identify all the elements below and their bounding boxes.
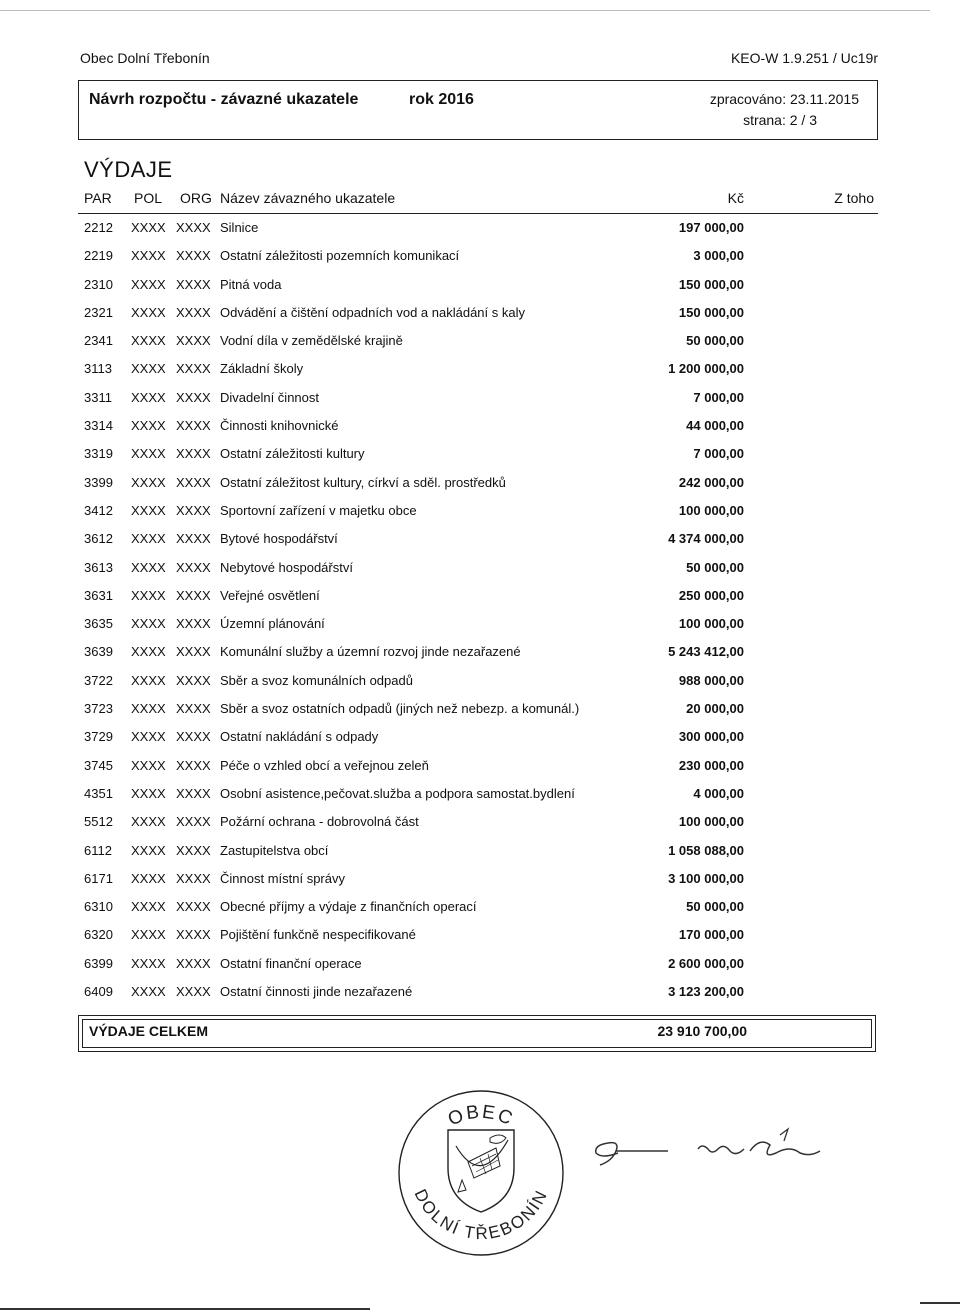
indicator-name: Nebytové hospodářství	[220, 559, 353, 575]
budget-table	[0, 213, 960, 1005]
pol-code: XXXX	[131, 502, 166, 518]
indicator-name: Pitná voda	[220, 276, 282, 292]
page-number: strana: 2 / 3	[743, 112, 817, 128]
pol-code: XXXX	[131, 333, 166, 349]
par-code: 2212	[84, 220, 113, 235]
org-code: XXXX	[176, 644, 211, 660]
pol-code: XXXX	[131, 418, 166, 434]
column-header-amount: Kč	[727, 190, 744, 206]
table-row	[0, 326, 960, 354]
par-code: 2310	[84, 276, 113, 292]
amount: 197 000,00	[678, 220, 744, 235]
pol-code: XXXX	[131, 899, 166, 915]
column-header-name: Název závazného ukazatele	[220, 190, 396, 206]
indicator-name: Veřejné osvětlení	[220, 587, 320, 603]
amount: 4 374 000,00	[668, 531, 744, 547]
indicator-name: Požární ochrana - dobrovolná část	[220, 814, 419, 830]
amount: 50 000,00	[686, 559, 744, 575]
column-header-par: PAR	[84, 190, 112, 206]
par-code: 2321	[84, 304, 113, 320]
amount: 3 000,00	[693, 248, 744, 264]
table-row	[0, 581, 960, 609]
pol-code: XXXX	[131, 389, 166, 405]
table-row	[0, 779, 960, 807]
indicator-name: Ostatní činnosti jinde nezařazené	[220, 984, 413, 1000]
org-code: XXXX	[176, 842, 211, 858]
org-code: XXXX	[176, 389, 211, 405]
column-header-z-toho: Z toho	[834, 190, 874, 206]
section-title: VÝDAJE	[84, 157, 173, 182]
table-row	[0, 722, 960, 750]
amount: 3 100 000,00	[668, 870, 744, 886]
total-amount: 23 910 700,00	[657, 1023, 747, 1039]
table-row	[0, 439, 960, 467]
amount: 7 000,00	[693, 389, 744, 405]
par-code: 2219	[84, 248, 113, 264]
par-code: 6112	[84, 842, 112, 858]
pol-code: XXXX	[131, 220, 166, 235]
indicator-name: Základní školy	[220, 361, 304, 377]
table-row	[0, 553, 960, 581]
total-label: VÝDAJE CELKEM	[89, 1023, 209, 1039]
par-code: 4351	[84, 785, 113, 801]
top-rule	[0, 10, 930, 11]
amount: 150 000,00	[678, 276, 744, 292]
table-row	[0, 807, 960, 835]
pol-code: XXXX	[131, 672, 166, 688]
total-box	[78, 1015, 876, 1052]
par-code: 3612	[84, 531, 113, 547]
amount: 988 000,00	[678, 672, 744, 688]
amount: 44 000,00	[686, 418, 744, 434]
table-row	[0, 383, 960, 411]
pol-code: XXXX	[131, 842, 166, 858]
signature	[590, 1115, 830, 1175]
indicator-name: Ostatní nakládání s odpady	[220, 729, 379, 745]
table-row	[0, 864, 960, 892]
indicator-name: Odvádění a čištění odpadních vod a nakládání s kaly	[220, 304, 525, 320]
org-code: XXXX	[176, 559, 211, 575]
org-code: XXXX	[176, 220, 211, 235]
table-row	[0, 524, 960, 552]
amount: 7 000,00	[693, 446, 744, 462]
par-code: 6320	[84, 927, 113, 943]
indicator-name: Ostatní záležitost kultury, církví a sděl. prostředků	[220, 474, 506, 490]
par-code: 3399	[84, 474, 113, 490]
pol-code: XXXX	[131, 304, 166, 320]
pol-code: XXXX	[131, 757, 166, 773]
indicator-name: Obecné příjmy a výdaje z finančních operací	[220, 899, 477, 915]
indicator-name: Sběr a svoz komunálních odpadů	[220, 672, 413, 688]
amount: 50 000,00	[686, 333, 744, 349]
amount: 1 058 088,00	[668, 842, 744, 858]
amount: 20 000,00	[686, 701, 744, 717]
table-row	[0, 354, 960, 382]
par-code: 3745	[84, 757, 113, 773]
table-row	[0, 468, 960, 496]
column-header-pol: POL	[134, 190, 163, 206]
amount: 150 000,00	[678, 304, 744, 320]
org-code: XXXX	[176, 672, 211, 688]
pol-code: XXXX	[131, 729, 166, 745]
table-row	[0, 977, 960, 1005]
indicator-name: Osobní asistence,pečovat.služba a podpora samostat.bydlení	[220, 785, 575, 801]
table-row	[0, 411, 960, 439]
indicator-name: Ostatní záležitosti kultury	[220, 446, 365, 462]
par-code: 5512	[84, 814, 113, 830]
table-row	[0, 241, 960, 269]
indicator-name: Činnosti knihovnické	[220, 418, 339, 434]
org-code: XXXX	[176, 899, 211, 915]
org-code: XXXX	[176, 361, 211, 377]
pol-code: XXXX	[131, 361, 166, 377]
pol-code: XXXX	[131, 248, 166, 264]
pol-code: XXXX	[131, 587, 166, 603]
org-code: XXXX	[176, 984, 211, 1000]
org-code: XXXX	[176, 616, 211, 632]
stamp-bottom-text: DOLNÍ TŘEBONÍN	[410, 1186, 552, 1244]
amount: 50 000,00	[686, 899, 744, 915]
org-code: XXXX	[176, 502, 211, 518]
par-code: 3412	[84, 502, 113, 518]
indicator-name: Sběr a svoz ostatních odpadů (jiných než nebezp. a komunál.)	[220, 701, 580, 717]
column-header-org: ORG	[180, 190, 212, 206]
budget-year: rok 2016	[409, 91, 474, 108]
org-code: XXXX	[176, 701, 211, 717]
amount: 100 000,00	[678, 814, 744, 830]
table-row	[0, 949, 960, 977]
org-code: XXXX	[176, 587, 211, 603]
org-code: XXXX	[176, 785, 211, 801]
document-title: Návrh rozpočtu - závazné ukazatele	[89, 91, 359, 108]
pol-code: XXXX	[131, 870, 166, 886]
org-code: XXXX	[176, 729, 211, 745]
pol-code: XXXX	[131, 616, 166, 632]
indicator-name: Pojištění funkčně nespecifikované	[220, 927, 416, 943]
pol-code: XXXX	[131, 785, 166, 801]
municipal-stamp	[396, 1088, 566, 1258]
bottom-scan-edge	[0, 1308, 370, 1310]
pol-code: XXXX	[131, 814, 166, 830]
pol-code: XXXX	[131, 446, 166, 462]
pol-code: XXXX	[131, 955, 166, 971]
amount: 4 000,00	[693, 785, 744, 801]
org-code: XXXX	[176, 927, 211, 943]
par-code: 3729	[84, 729, 113, 745]
par-code: 6409	[84, 984, 113, 1000]
org-code: XXXX	[176, 276, 211, 292]
table-row	[0, 751, 960, 779]
org-code: XXXX	[176, 955, 211, 971]
org-name: Obec Dolní Třebonín	[80, 50, 210, 66]
org-code: XXXX	[176, 814, 211, 830]
org-code: XXXX	[176, 418, 211, 434]
indicator-name: Územní plánování	[220, 616, 325, 632]
table-row	[0, 298, 960, 326]
processed-date: zpracováno: 23.11.2015	[709, 91, 859, 107]
pol-code: XXXX	[131, 531, 166, 547]
pol-code: XXXX	[131, 984, 166, 1000]
par-code: 3613	[84, 559, 113, 575]
pol-code: XXXX	[131, 276, 166, 292]
table-row	[0, 892, 960, 920]
par-code: 3113	[84, 361, 112, 377]
amount: 3 123 200,00	[668, 984, 744, 1000]
amount: 100 000,00	[678, 616, 744, 632]
org-code: XXXX	[176, 531, 211, 547]
org-code: XXXX	[176, 304, 211, 320]
stamp-top-text: OBEC	[444, 1101, 518, 1131]
amount: 300 000,00	[678, 729, 744, 745]
par-code: 2341	[84, 333, 113, 349]
par-code: 6310	[84, 899, 113, 915]
pol-code: XXXX	[131, 474, 166, 490]
org-code: XXXX	[176, 870, 211, 886]
indicator-name: Sportovní zařízení v majetku obce	[220, 502, 417, 518]
amount: 2 600 000,00	[668, 955, 744, 971]
table-row	[0, 496, 960, 524]
table-row	[0, 637, 960, 665]
par-code: 3314	[84, 418, 113, 434]
table-row	[0, 270, 960, 298]
indicator-name: Bytové hospodářství	[220, 531, 338, 547]
indicator-name: Komunální služby a územní rozvoj jinde nezařazené	[220, 644, 521, 660]
org-code: XXXX	[176, 248, 211, 264]
par-code: 6171	[84, 870, 113, 886]
org-code: XXXX	[176, 757, 211, 773]
doc-code: KEO-W 1.9.251 / Uc19r	[730, 50, 878, 66]
title-box	[78, 80, 878, 140]
indicator-name: Činnost místní správy	[220, 870, 345, 886]
pol-code: XXXX	[131, 644, 166, 660]
indicator-name: Péče o vzhled obcí a veřejnou zeleň	[220, 757, 429, 773]
amount: 1 200 000,00	[668, 361, 744, 377]
table-row	[0, 666, 960, 694]
amount: 5 243 412,00	[668, 644, 744, 660]
indicator-name: Silnice	[220, 220, 259, 235]
par-code: 3631	[84, 587, 113, 603]
table-row	[0, 920, 960, 948]
coat-of-arms-icon	[448, 1130, 514, 1212]
pol-code: XXXX	[131, 559, 166, 575]
pol-code: XXXX	[131, 927, 166, 943]
indicator-name: Vodní díla v zemědělské krajině	[220, 333, 403, 349]
par-code: 3722	[84, 672, 113, 688]
table-row	[0, 213, 960, 241]
amount: 250 000,00	[678, 587, 744, 603]
org-code: XXXX	[176, 474, 211, 490]
amount: 170 000,00	[678, 927, 744, 943]
indicator-name: Zastupitelstva obcí	[220, 842, 329, 858]
par-code: 3635	[84, 616, 113, 632]
amount: 100 000,00	[678, 502, 744, 518]
par-code: 3639	[84, 644, 113, 660]
indicator-name: Ostatní záležitosti pozemních komunikací	[220, 248, 460, 264]
indicator-name: Ostatní finanční operace	[220, 955, 362, 971]
indicator-name: Divadelní činnost	[220, 389, 319, 405]
par-code: 3319	[84, 446, 113, 462]
org-code: XXXX	[176, 333, 211, 349]
par-code: 3723	[84, 701, 113, 717]
table-row	[0, 609, 960, 637]
amount: 230 000,00	[678, 757, 744, 773]
table-row	[0, 694, 960, 722]
amount: 242 000,00	[678, 474, 744, 490]
par-code: 6399	[84, 955, 113, 971]
bottom-scan-edge-right	[920, 1302, 960, 1304]
table-row	[0, 836, 960, 864]
pol-code: XXXX	[131, 701, 166, 717]
par-code: 3311	[84, 389, 112, 405]
org-code: XXXX	[176, 446, 211, 462]
